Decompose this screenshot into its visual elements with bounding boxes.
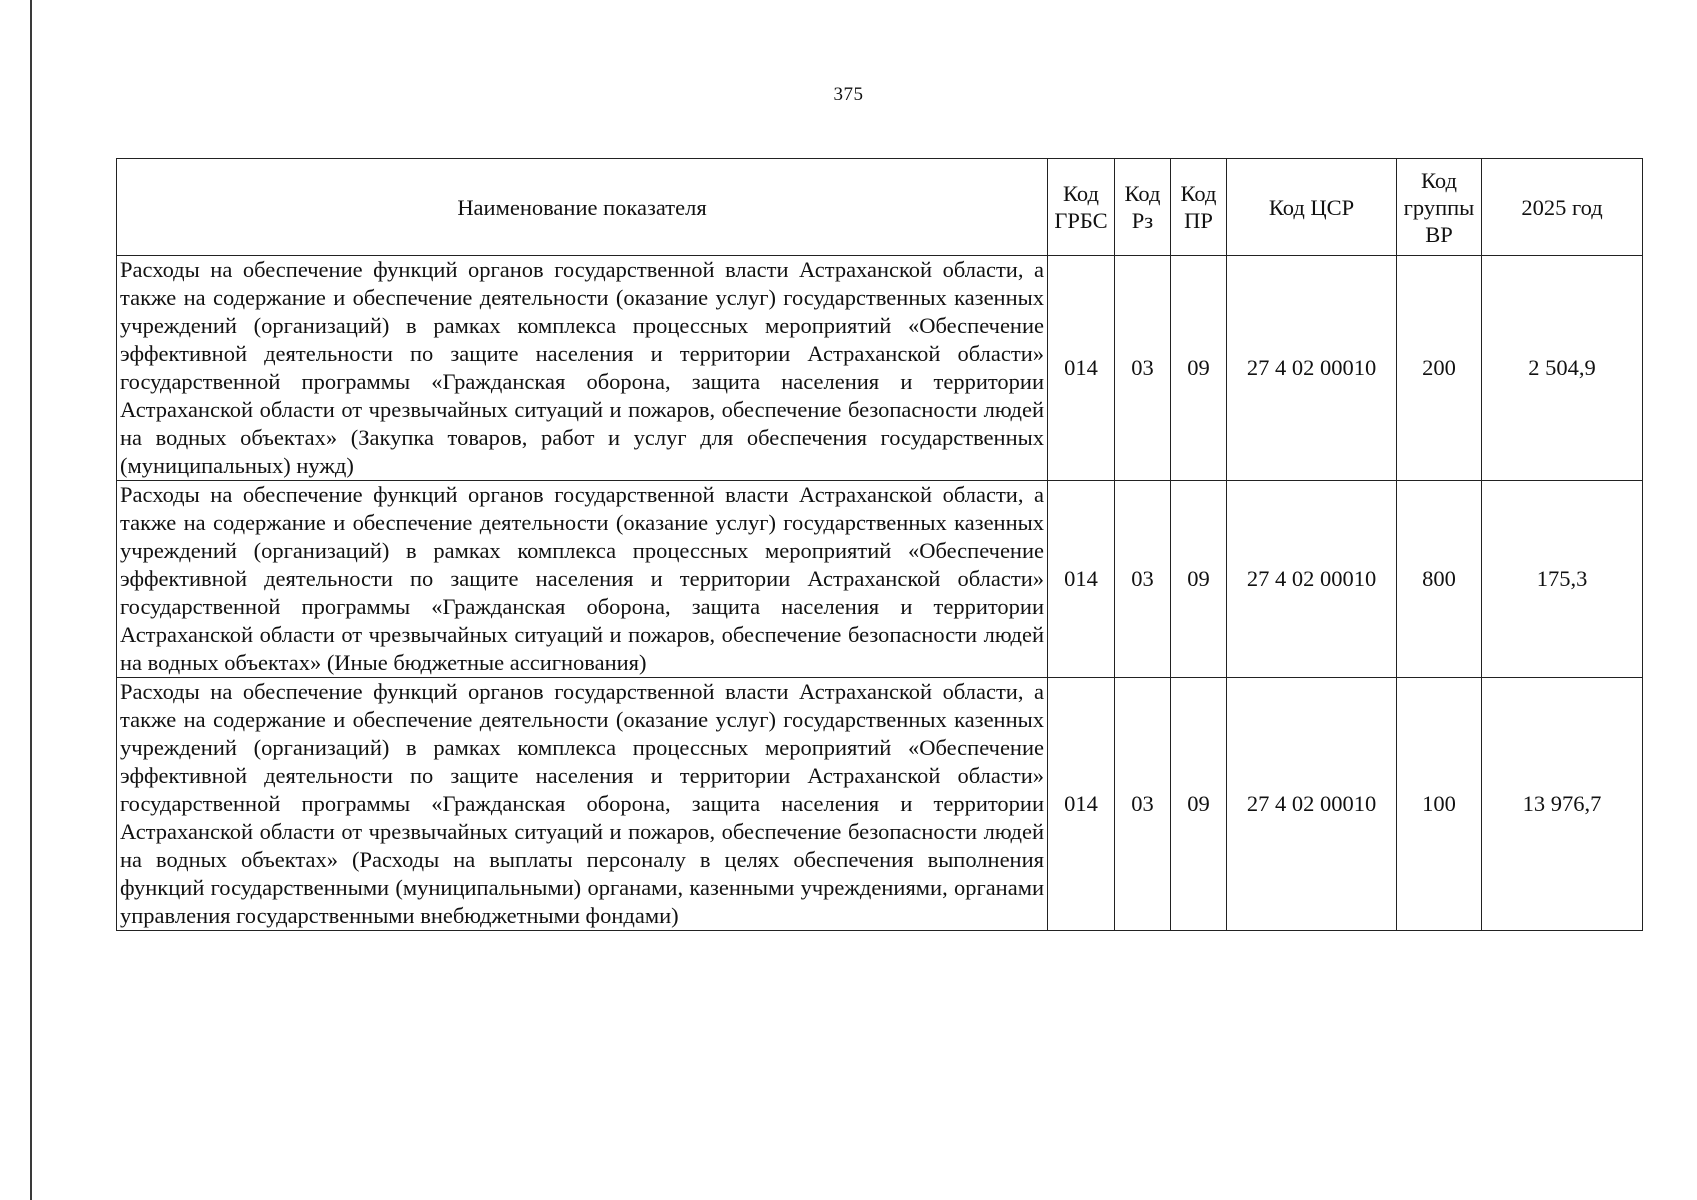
row-amount-2025: 2 504,9 bbox=[1482, 256, 1643, 481]
row-pr-code: 09 bbox=[1171, 256, 1227, 481]
row-csr-code: 27 4 02 00010 bbox=[1227, 481, 1397, 678]
row-grbs-code: 014 bbox=[1048, 256, 1115, 481]
row-vr-group-code: 200 bbox=[1397, 256, 1482, 481]
row-grbs-code: 014 bbox=[1048, 678, 1115, 931]
budget-table bbox=[116, 158, 1643, 931]
table-row bbox=[117, 256, 1643, 481]
header-grbs-code: Код ГРБС bbox=[1048, 159, 1115, 256]
table-row bbox=[117, 678, 1643, 931]
row-pr-code: 09 bbox=[1171, 678, 1227, 931]
header-rz-code: Код Рз bbox=[1115, 159, 1171, 256]
row-grbs-code: 014 bbox=[1048, 481, 1115, 678]
row-csr-code: 27 4 02 00010 bbox=[1227, 256, 1397, 481]
row-indicator-name: Расходы на обеспечение функций органов государственной власти Астраханской области, а также на содержание и обеспечение деятельности (оказание услуг) государственных казенных учреждений (организаций) в рамках комплекса процессных мероприятий «Обеспечение эффективной деятельности по защите населения и территории Астраханской области» государственной программы «Гражданская оборона, защита населения и территории Астраханской области от чрезвычайных ситуаций и пожаров, обеспечение безопасности людей на водных объектах» (Закупка товаров, работ и услуг для обеспечения государственных (муниципальных) нужд) bbox=[117, 256, 1048, 481]
row-vr-group-code: 800 bbox=[1397, 481, 1482, 678]
row-rz-code: 03 bbox=[1115, 481, 1171, 678]
header-csr-code: Код ЦСР bbox=[1227, 159, 1397, 256]
row-pr-code: 09 bbox=[1171, 481, 1227, 678]
row-indicator-name: Расходы на обеспечение функций органов государственной власти Астраханской области, а также на содержание и обеспечение деятельности (оказание услуг) государственных казенных учреждений (организаций) в рамках комплекса процессных мероприятий «Обеспечение эффективной деятельности по защите населения и территории Астраханской области» государственной программы «Гражданская оборона, защита населения и территории Астраханской области от чрезвычайных ситуаций и пожаров, обеспечение безопасности людей на водных объектах» (Иные бюджетные ассигнования) bbox=[117, 481, 1048, 678]
header-indicator-name: Наименование показателя bbox=[117, 159, 1048, 256]
row-amount-2025: 175,3 bbox=[1482, 481, 1643, 678]
row-rz-code: 03 bbox=[1115, 678, 1171, 931]
header-pr-code: Код ПР bbox=[1171, 159, 1227, 256]
row-indicator-name: Расходы на обеспечение функций органов государственной власти Астраханской области, а также на содержание и обеспечение деятельности (оказание услуг) государственных казенных учреждений (организаций) в рамках комплекса процессных мероприятий «Обеспечение эффективной деятельности по защите населения и территории Астраханской области» государственной программы «Гражданская оборона, защита населения и территории Астраханской области от чрезвычайных ситуаций и пожаров, обеспечение безопасности людей на водных объектах» (Расходы на выплаты персоналу в целях обеспечения выполнения функций государственными (муниципальными) органами, казенными учреждениями, органами управления государственными внебюджетными фондами) bbox=[117, 678, 1048, 931]
row-vr-group-code: 100 bbox=[1397, 678, 1482, 931]
table-header-row bbox=[117, 159, 1643, 256]
row-csr-code: 27 4 02 00010 bbox=[1227, 678, 1397, 931]
table-row bbox=[117, 481, 1643, 678]
binding-margin-line bbox=[30, 0, 32, 1200]
row-amount-2025: 13 976,7 bbox=[1482, 678, 1643, 931]
header-year-2025: 2025 год bbox=[1482, 159, 1643, 256]
row-rz-code: 03 bbox=[1115, 256, 1171, 481]
header-vr-group-code: Код группы ВР bbox=[1397, 159, 1482, 256]
page-number: 375 bbox=[833, 84, 864, 105]
